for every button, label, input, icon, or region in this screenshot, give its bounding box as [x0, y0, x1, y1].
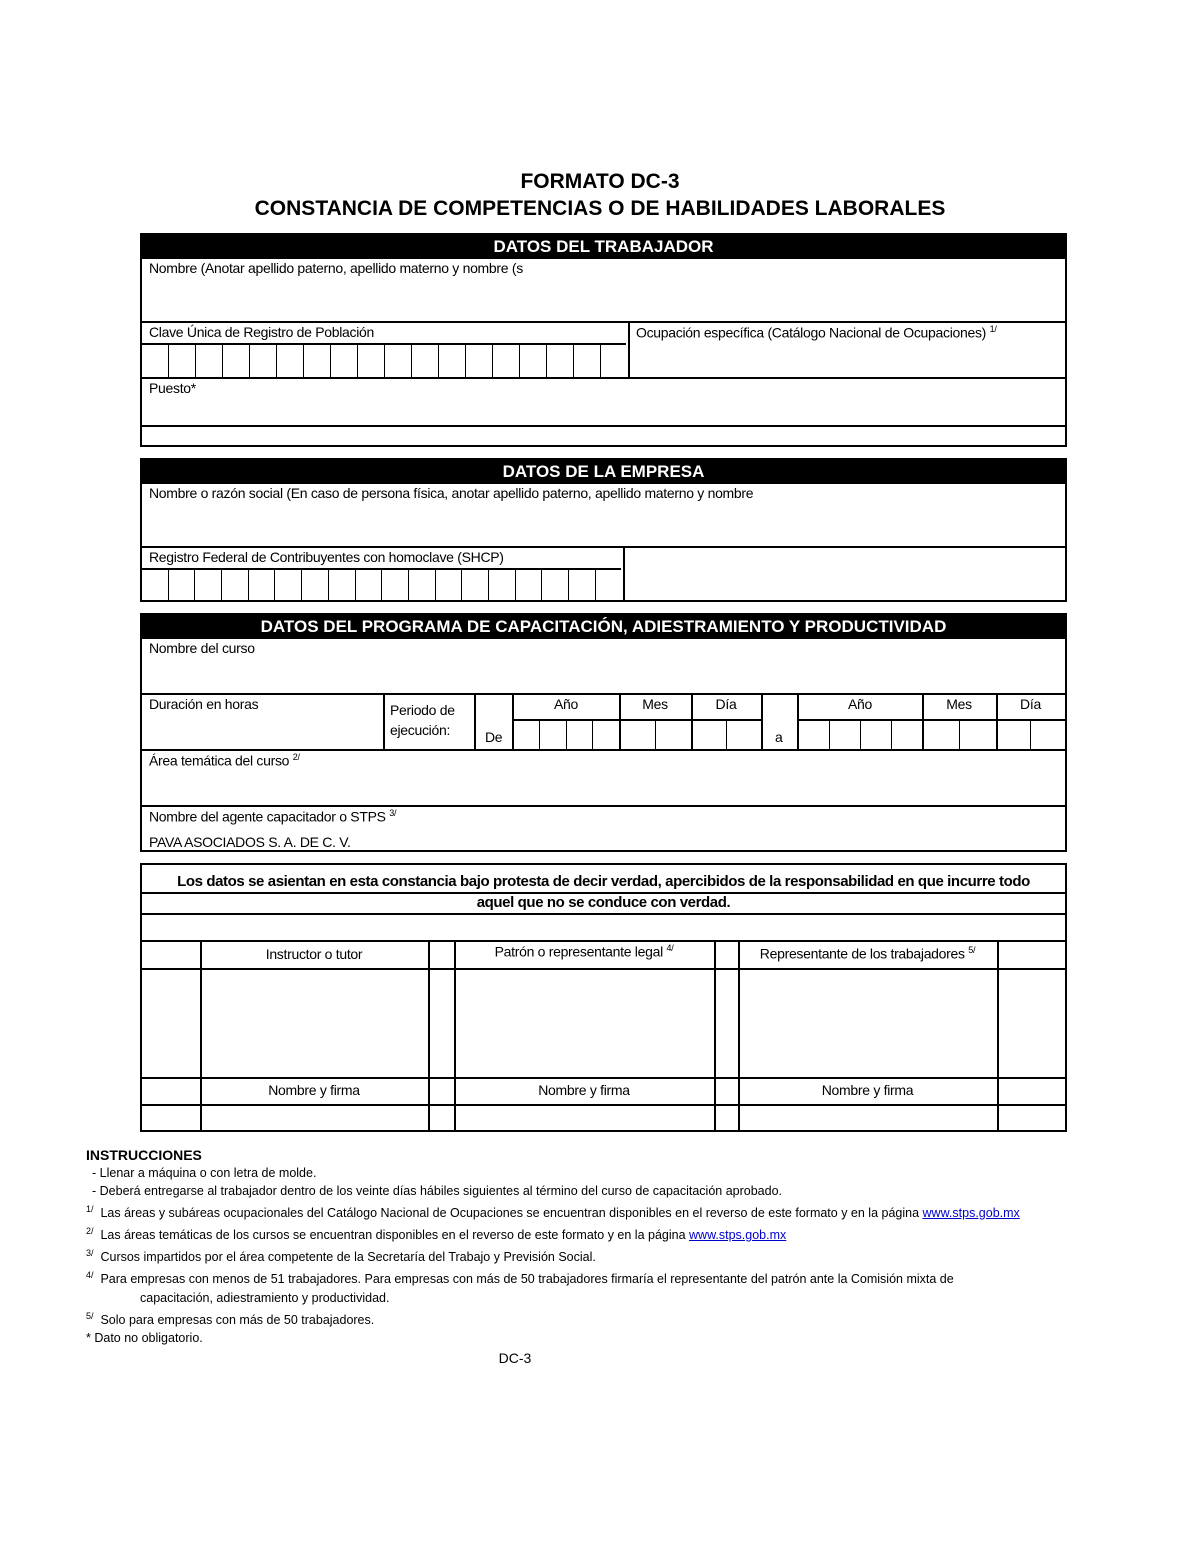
form-subtitle: CONSTANCIA DE COMPETENCIAS O DE HABILIDADES LABORALES	[254, 197, 946, 220]
course-area-field[interactable]	[142, 749, 1065, 805]
position-extra-row	[142, 425, 1065, 445]
declaration-line2: aquel que no se conduce con verdad.	[142, 892, 1065, 913]
curp-label: Clave Única de Registro de Población	[149, 324, 374, 340]
instructions-header: INSTRUCCIONES	[86, 1147, 202, 1163]
period-label-line1: Periodo de	[390, 702, 455, 718]
duration-label: Duración en horas	[149, 696, 259, 712]
position-label: Puesto*	[149, 380, 196, 396]
from-day-label: Día	[715, 696, 737, 712]
instruction-item: capacitación, adiestramiento y productividad.	[140, 1290, 390, 1305]
rfc-label: Registro Federal de Contribuyentes con homoclave (SHCP)	[149, 549, 504, 565]
curp-cells[interactable]	[142, 344, 628, 379]
trainer-field[interactable]	[142, 805, 1065, 852]
instruction-item: $^{2/}$ Las áreas temáticas de los cursos se encuentran disponibles en el reverso de este formato y en la página www.stps.gob.mx	[86, 1226, 787, 1243]
signatures-section	[140, 863, 1067, 1132]
position-field[interactable]	[142, 377, 1065, 425]
form-title: FORMATO DC-3	[520, 170, 680, 193]
worker-section-header: DATOS DEL TRABAJADOR	[142, 235, 1065, 259]
from-month-label: Mes	[642, 696, 668, 712]
instruction-item: $^{3/}$ Cursos impartidos por el área competente de la Secretaría del Trabajo y Previsión Social.	[86, 1248, 596, 1265]
instruction-item: * Dato no obligatorio.	[86, 1330, 203, 1345]
worker-name-field[interactable]	[142, 259, 1065, 321]
program-section-header: DATOS DEL PROGRAMA DE CAPACITACIÓN, ADIESTRAMIENTO Y PRODUCTIVIDAD	[142, 615, 1065, 639]
to-date-block[interactable]	[798, 695, 1065, 749]
company-section	[140, 458, 1067, 602]
instructor-label: Instructor o tutor	[265, 946, 363, 962]
worker-name-label: Nombre (Anotar apellido paterno, apellido materno y nombre (s	[149, 260, 523, 276]
to-month-label: Mes	[946, 696, 972, 712]
instructions	[86, 1146, 1020, 1347]
course-area-label: Área temática del curso $^{2/}$	[149, 752, 300, 769]
workers-rep-name-signature: Nombre y firma	[821, 1082, 914, 1098]
company-name-field[interactable]	[142, 484, 1065, 546]
from-year-label: Año	[553, 696, 578, 712]
stps-link[interactable]: www.stps.gob.mx	[922, 1206, 1020, 1221]
declaration-line1: Los datos se asientan en esta constancia bajo protesta de decir verdad, apercibidos de la responsabilidad en que incurre todo	[177, 873, 1030, 890]
company-name-label: Nombre o razón social (En caso de persona física, anotar apellido paterno, apellido materno y nombre	[149, 485, 754, 501]
instruction-item: - Llenar a máquina o con letra de molde.	[92, 1166, 317, 1180]
to-label: a	[775, 729, 783, 745]
from-date-block[interactable]	[513, 695, 761, 749]
course-name-field[interactable]	[142, 639, 1065, 693]
rfc-cells[interactable]	[142, 569, 623, 602]
instructor-name-signature: Nombre y firma	[268, 1082, 360, 1098]
trainer-label: Nombre del agente capacitador o STPS $^{3/}$	[149, 808, 397, 825]
instruction-item: $^{5/}$ Solo para empresas con más de 50 trabajadores.	[86, 1310, 375, 1327]
stps-link[interactable]: www.stps.gob.mx	[689, 1228, 787, 1243]
course-name-label: Nombre del curso	[149, 640, 255, 656]
employer-name-signature: Nombre y firma	[538, 1082, 630, 1098]
instruction-item: - Deberá entregarse al trabajador dentro de los veinte días hábiles siguientes al término del curso de capacitación aprobado.	[92, 1184, 783, 1198]
company-section-header: DATOS DE LA EMPRESA	[142, 460, 1065, 484]
period-label-line2: ejecución:	[390, 722, 451, 738]
occupation-label[interactable]: Ocupación específica (Catálogo Nacional de Ocupaciones) $^{1/}$	[636, 324, 997, 341]
to-year-label: Año	[847, 696, 872, 712]
from-label: De	[485, 729, 503, 745]
instructor-signature-area[interactable]	[202, 970, 428, 1077]
worker-section	[140, 233, 1067, 447]
page-footer: DC-3	[498, 1350, 532, 1366]
program-section	[140, 613, 1067, 852]
instruction-item: $^{1/}$ Las áreas y subáreas ocupacionales del Catálogo Nacional de Ocupaciones se encuentran disponibles en el reverso de este formato y en la página www.stps.gob.mx	[86, 1204, 1020, 1221]
workers-rep-label: Representante de los trabajadores $^{5/}$	[759, 945, 976, 962]
trainer-value: PAVA ASOCIADOS S. A. DE C. V.	[149, 834, 351, 850]
employer-label: Patrón o representante legal $^{4/}$	[494, 943, 674, 960]
workers-rep-signature-area[interactable]	[740, 970, 997, 1077]
to-day-label: Día	[1020, 696, 1041, 712]
employer-signature-area[interactable]	[456, 970, 714, 1077]
instruction-item: $^{4/}$ Para empresas con menos de 51 trabajadores. Para empresas con más de 50 trabajadores firmaría el representante del patrón ante la Comisión mixta de	[86, 1270, 954, 1287]
